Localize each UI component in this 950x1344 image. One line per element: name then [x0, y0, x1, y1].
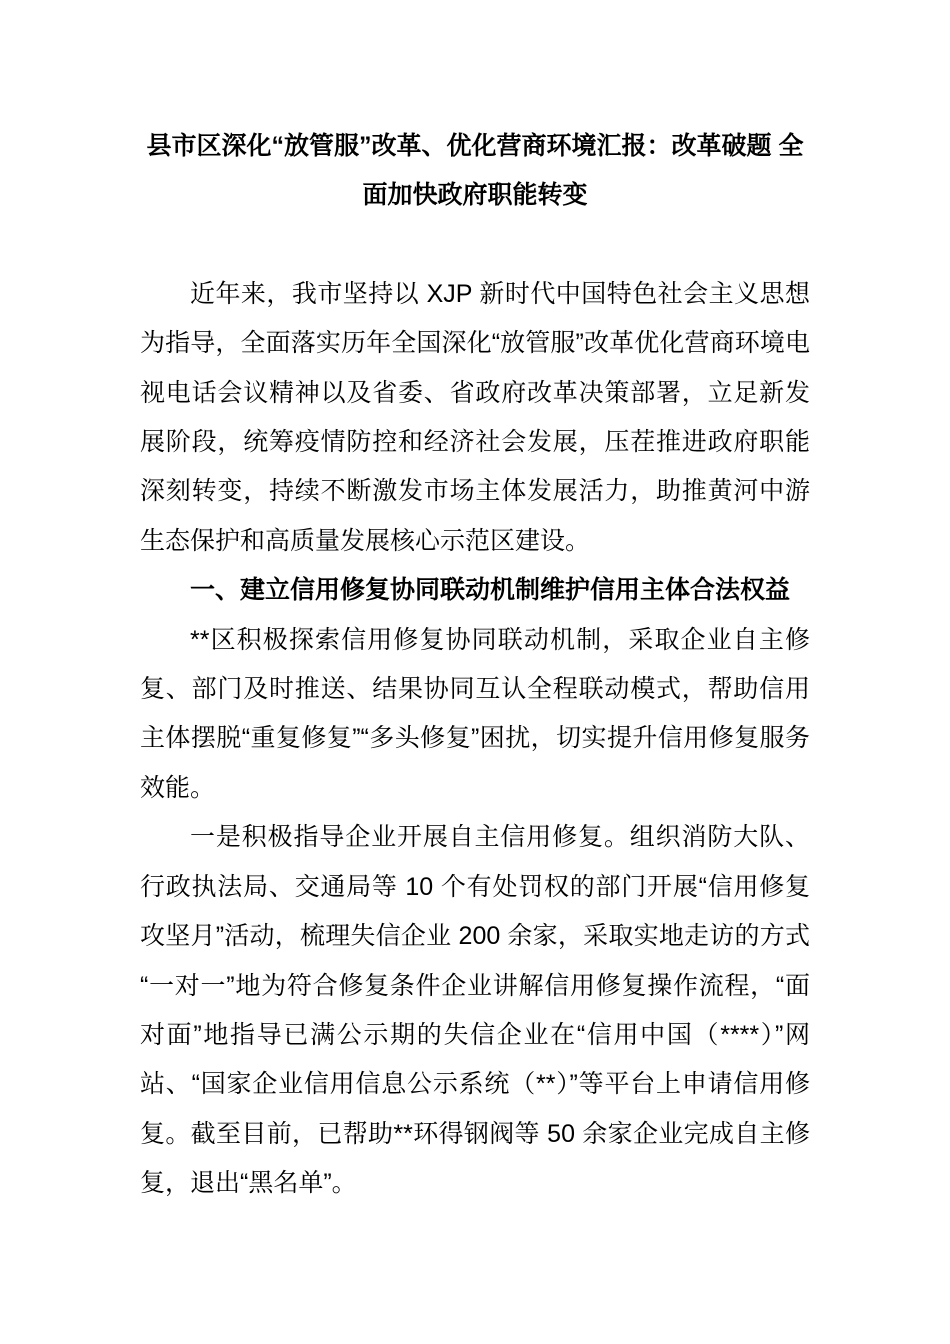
- paragraph-credit-repair-mechanism: **区积极探索信用修复协同联动机制，采取企业自主修复、部门及时推送、结果协同互认全程联动模式，帮助信用主体摆脱“重复修复”“多头修复”困扰，切实提升信用修复服务效能。: [140, 625, 810, 802]
- paragraph-self-repair-guidance: 一是积极指导企业开展自主信用修复。组织消防大队、行政执法局、交通局等 10 个有处罚权的部门开展“信用修复攻坚月”活动，梳理失信企业 200 余家，采取实地走访的方式“一对一”地为符合修复条件企业讲解信用修复操作流程，“面对面”地指导已满公示期的失信企业在“信用中国（****）”网站、“国家企业信用信息公示系统（**）”等平台上申请信用修复。截至目前，已帮助**环得钢阀等 50 余家企业完成自主修复，退出“黑名单”。: [140, 823, 810, 1198]
- document-title-line-2: 面加快政府职能转变: [362, 181, 588, 210]
- document-title-line-1: 县市区深化“放管服”改革、优化营商环境汇报：改革破题 全: [146, 132, 804, 160]
- document-title: [140, 122, 810, 221]
- paragraph-intro: 近年来，我市坚持以 XJP 新时代中国特色社会主义思想为指导，全面落实历年全国深化“放管服”改革优化营商环境电视电话会议精神以及省委、省政府改革决策部署，立足新发展阶段，统筹疫情防控和经济社会发展，压茬推进政府职能深刻转变，持续不断激发市场主体发展活力，助推黄河中游生态保护和高质量发展核心示范区建设。: [140, 279, 810, 555]
- section-heading-credit-repair: 一、建立信用修复协同联动机制维护信用主体合法权益: [190, 576, 791, 605]
